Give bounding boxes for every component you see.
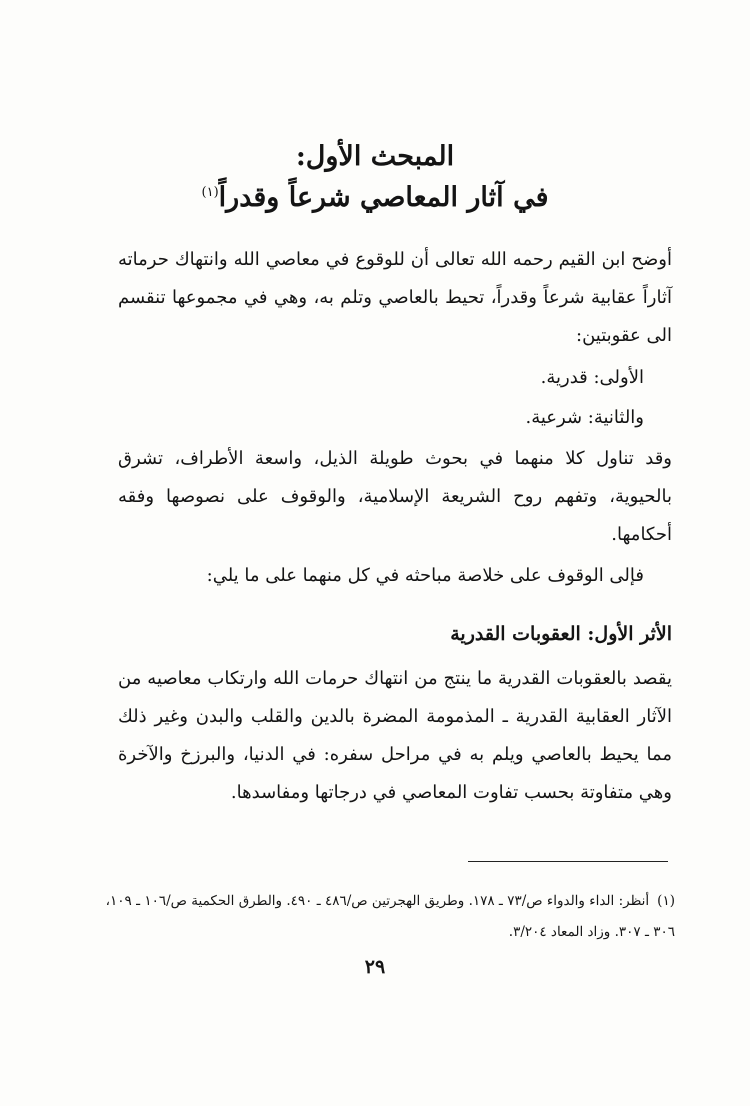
- chapter-subtitle: [0, 176, 750, 215]
- paragraph-discussion: وقد تناول كلا منهما في بحوث طويلة الذيل، واسعة الأطراف، تشرق بالحيوية، وتفهم روح الشريعة الإسلامية، والوقوف على نصوصها وفقه أحكامها.: [118, 448, 672, 545]
- paragraph-intro: أوضح ابن القيم رحمه الله تعالى أن للوقوع في معاصي الله وانتهاك حرماته آثاراً عقابية شرعاً وقدراً، تحيط بالعاصي وتلم به، وهي في مجموعها تنقسم الى عقوبتين:: [118, 249, 672, 346]
- section-heading: الأثر الأول: العقوبات القدرية: [450, 623, 672, 645]
- page-number: ٢٩: [364, 956, 386, 978]
- paragraph-transition: فإلى الوقوف على خلاصة مباحثه في كل منهما على ما يلي:: [206, 565, 644, 586]
- chapter-title-text: المبحث الأول:: [295, 141, 455, 172]
- footnote-number: (١): [657, 893, 675, 909]
- footnote-reference[interactable]: (١): [201, 185, 219, 200]
- footnote: [100, 886, 675, 948]
- footnote-text: أنظر: الداء والدواء ص/٧٣ ـ ١٧٨. وطريق الهجرتين ص/٤٨٦ ـ ٤٩٠. والطرق الحكمية ص/١٠٦ ـ ١٠٩، ٣٠٦ ـ ٣٠٧. وزاد المعاد ٣/٢٠٤.: [105, 893, 675, 940]
- list-item-qadariyya: الأولى: قدرية.: [540, 367, 644, 388]
- chapter-title: [0, 140, 750, 174]
- list-item-shariyya: والثانية: شرعية.: [525, 407, 644, 428]
- footnote-divider: [468, 861, 668, 862]
- chapter-subtitle-text: في آثار المعاصي شرعاً وقدراً: [218, 182, 549, 213]
- paragraph-qadariyya-definition: يقصد بالعقوبات القدرية ما ينتج من انتهاك حرمات الله وارتكاب معاصيه من الآثار العقابية القدرية ـ المذمومة المضرة بالدين والقلب والبدن وغير ذلك مما يحيط بالعاصي ويلم به في مراحل سفره: في الدنيا، والبرزخ والآخرة وهي متفاوتة بحسب تفاوت المعاصي في درجاتها ومفاسدها.: [118, 668, 672, 803]
